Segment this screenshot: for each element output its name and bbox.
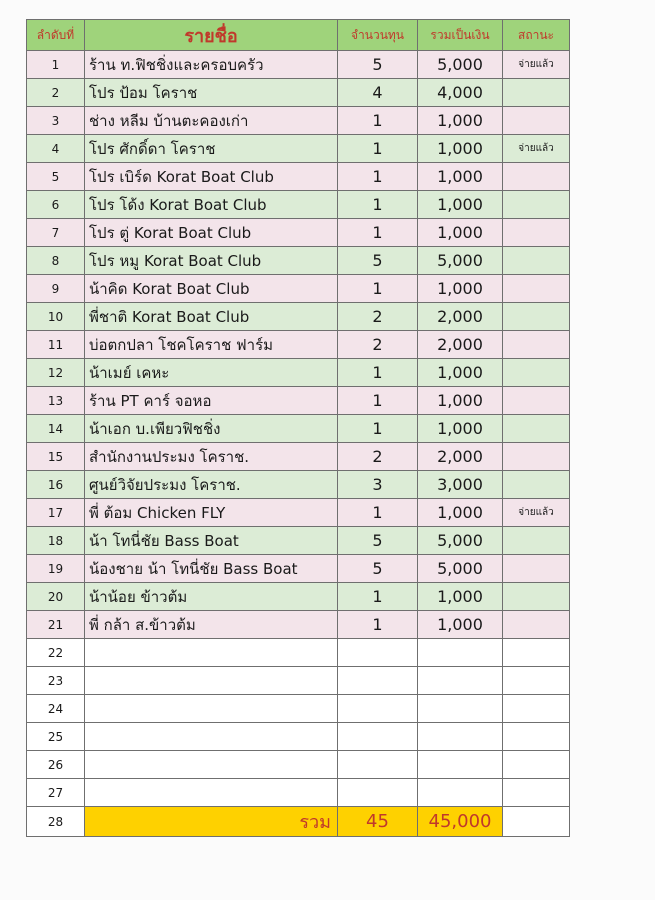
row-number: 9 <box>27 275 85 303</box>
total-row <box>27 807 570 837</box>
amount: 5,000 <box>418 527 503 555</box>
sponsor-name: โปร ศักดิ์ดา โคราช <box>85 135 338 163</box>
sponsor-name: ร้าน PT คาร์ จอหอ <box>85 387 338 415</box>
share-count: 5 <box>338 51 418 79</box>
share-count: 2 <box>338 331 418 359</box>
table-row <box>27 359 570 387</box>
share-count: 1 <box>338 611 418 639</box>
amount: 1,000 <box>418 135 503 163</box>
amount: 2,000 <box>418 443 503 471</box>
payment-status <box>503 107 570 135</box>
share-count: 5 <box>338 527 418 555</box>
sponsor-name <box>85 723 338 751</box>
payment-status <box>503 807 570 837</box>
amount <box>418 695 503 723</box>
row-number: 4 <box>27 135 85 163</box>
row-number: 17 <box>27 499 85 527</box>
payment-status <box>503 779 570 807</box>
payment-status <box>503 219 570 247</box>
payment-status <box>503 303 570 331</box>
share-count <box>338 723 418 751</box>
sponsor-name: โปร โด้ง Korat Boat Club <box>85 191 338 219</box>
amount: 2,000 <box>418 331 503 359</box>
empty-row <box>27 667 570 695</box>
amount: 1,000 <box>418 107 503 135</box>
sponsor-name: โปร หมู Korat Boat Club <box>85 247 338 275</box>
amount: 4,000 <box>418 79 503 107</box>
amount: 1,000 <box>418 583 503 611</box>
row-number: 3 <box>27 107 85 135</box>
header-status: สถานะ <box>503 20 570 51</box>
share-count: 2 <box>338 303 418 331</box>
row-number: 28 <box>27 807 85 837</box>
header-amount: รวมเป็นเงิน <box>418 20 503 51</box>
row-number: 13 <box>27 387 85 415</box>
share-count: 1 <box>338 219 418 247</box>
payment-status <box>503 471 570 499</box>
sponsor-name: น้าเอก บ.เพียวฟิชชิ่ง <box>85 415 338 443</box>
amount: 5,000 <box>418 51 503 79</box>
amount: 1,000 <box>418 499 503 527</box>
sponsor-name: พี่ ต้อม Chicken FLY <box>85 499 338 527</box>
row-number: 26 <box>27 751 85 779</box>
sponsor-name: น้าน้อย ข้าวต้ม <box>85 583 338 611</box>
row-number: 24 <box>27 695 85 723</box>
share-count <box>338 667 418 695</box>
amount <box>418 751 503 779</box>
table-row <box>27 415 570 443</box>
share-count: 1 <box>338 359 418 387</box>
sponsor-name: น้า โทนี่ชัย Bass Boat <box>85 527 338 555</box>
payment-status <box>503 359 570 387</box>
share-count <box>338 751 418 779</box>
share-count: 5 <box>338 247 418 275</box>
share-count: 3 <box>338 471 418 499</box>
share-count: 1 <box>338 415 418 443</box>
header-row <box>27 20 570 51</box>
table-row <box>27 583 570 611</box>
row-number: 21 <box>27 611 85 639</box>
row-number: 18 <box>27 527 85 555</box>
empty-row <box>27 751 570 779</box>
sponsor-name: ร้าน ท.ฟิชชิ่งและครอบครัว <box>85 51 338 79</box>
empty-row <box>27 779 570 807</box>
sponsor-name: น้าเมย์ เคหะ <box>85 359 338 387</box>
sponsor-name: พี่ กล้า ส.ข้าวต้ม <box>85 611 338 639</box>
sponsor-name <box>85 695 338 723</box>
table-row <box>27 79 570 107</box>
sponsor-name: โปร ป้อม โคราช <box>85 79 338 107</box>
header-name: รายชื่อ <box>85 20 338 51</box>
sponsor-table <box>26 19 570 837</box>
payment-status <box>503 387 570 415</box>
row-number: 1 <box>27 51 85 79</box>
table-row <box>27 107 570 135</box>
share-count <box>338 639 418 667</box>
table-row <box>27 387 570 415</box>
share-count <box>338 779 418 807</box>
share-count <box>338 695 418 723</box>
share-count: 2 <box>338 443 418 471</box>
share-count: 1 <box>338 107 418 135</box>
table-row <box>27 331 570 359</box>
payment-status <box>503 667 570 695</box>
table-row <box>27 443 570 471</box>
sponsor-name <box>85 639 338 667</box>
payment-status <box>503 723 570 751</box>
row-number: 20 <box>27 583 85 611</box>
sponsor-name: น้าคิด Korat Boat Club <box>85 275 338 303</box>
table-row <box>27 135 570 163</box>
sponsor-name: โปร ตู่ Korat Boat Club <box>85 219 338 247</box>
total-share-count: 45 <box>338 807 418 837</box>
payment-status <box>503 191 570 219</box>
share-count: 1 <box>338 387 418 415</box>
amount: 5,000 <box>418 555 503 583</box>
sponsor-name: โปร เบิร์ด Korat Boat Club <box>85 163 338 191</box>
total-label: รวม <box>85 807 338 837</box>
table-row <box>27 275 570 303</box>
table-row <box>27 191 570 219</box>
sponsor-name: บ่อตกปลา โชคโคราช ฟาร์ม <box>85 331 338 359</box>
row-number: 15 <box>27 443 85 471</box>
total-amount: 45,000 <box>418 807 503 837</box>
amount: 1,000 <box>418 163 503 191</box>
amount <box>418 779 503 807</box>
amount: 1,000 <box>418 611 503 639</box>
sponsor-name: ศูนย์วิจัยประมง โคราช. <box>85 471 338 499</box>
amount: 2,000 <box>418 303 503 331</box>
row-number: 2 <box>27 79 85 107</box>
amount: 1,000 <box>418 359 503 387</box>
empty-row <box>27 639 570 667</box>
row-number: 27 <box>27 779 85 807</box>
empty-row <box>27 723 570 751</box>
table-body <box>27 51 570 837</box>
amount: 1,000 <box>418 275 503 303</box>
table-row <box>27 163 570 191</box>
row-number: 8 <box>27 247 85 275</box>
table-row <box>27 527 570 555</box>
payment-status <box>503 527 570 555</box>
amount: 1,000 <box>418 219 503 247</box>
table-row <box>27 51 570 79</box>
payment-status <box>503 415 570 443</box>
payment-status <box>503 639 570 667</box>
sponsor-name: น้องชาย น้า โทนี่ชัย Bass Boat <box>85 555 338 583</box>
payment-status <box>503 163 570 191</box>
share-count: 1 <box>338 583 418 611</box>
sponsor-name <box>85 779 338 807</box>
payment-status <box>503 555 570 583</box>
row-number: 23 <box>27 667 85 695</box>
payment-status <box>503 611 570 639</box>
payment-status <box>503 443 570 471</box>
amount <box>418 639 503 667</box>
payment-status <box>503 695 570 723</box>
table-row <box>27 555 570 583</box>
amount: 1,000 <box>418 387 503 415</box>
row-number: 14 <box>27 415 85 443</box>
row-number: 19 <box>27 555 85 583</box>
header-qty: จำนวนทุน <box>338 20 418 51</box>
row-number: 22 <box>27 639 85 667</box>
amount: 1,000 <box>418 191 503 219</box>
header-no: ลำดับที่ <box>27 20 85 51</box>
table-row <box>27 219 570 247</box>
empty-row <box>27 695 570 723</box>
share-count: 1 <box>338 163 418 191</box>
row-number: 6 <box>27 191 85 219</box>
amount: 1,000 <box>418 415 503 443</box>
sponsor-name <box>85 667 338 695</box>
row-number: 12 <box>27 359 85 387</box>
amount <box>418 723 503 751</box>
share-count: 1 <box>338 135 418 163</box>
share-count: 1 <box>338 275 418 303</box>
share-count: 4 <box>338 79 418 107</box>
sponsor-name: พี่ชาติ Korat Boat Club <box>85 303 338 331</box>
table-row <box>27 247 570 275</box>
row-number: 10 <box>27 303 85 331</box>
amount: 5,000 <box>418 247 503 275</box>
payment-status: จ่ายแล้ว <box>503 499 570 527</box>
sponsor-name <box>85 751 338 779</box>
payment-status: จ่ายแล้ว <box>503 135 570 163</box>
table-row <box>27 303 570 331</box>
payment-status <box>503 275 570 303</box>
share-count: 5 <box>338 555 418 583</box>
payment-status <box>503 331 570 359</box>
table-row <box>27 611 570 639</box>
sponsor-name: ช่าง หลีม บ้านตะคองเก่า <box>85 107 338 135</box>
row-number: 7 <box>27 219 85 247</box>
payment-status <box>503 79 570 107</box>
amount: 3,000 <box>418 471 503 499</box>
row-number: 16 <box>27 471 85 499</box>
payment-status <box>503 751 570 779</box>
table-row <box>27 471 570 499</box>
table-row <box>27 499 570 527</box>
row-number: 25 <box>27 723 85 751</box>
payment-status: จ่ายแล้ว <box>503 51 570 79</box>
share-count: 1 <box>338 191 418 219</box>
amount <box>418 667 503 695</box>
payment-status <box>503 247 570 275</box>
share-count: 1 <box>338 499 418 527</box>
row-number: 11 <box>27 331 85 359</box>
payment-status <box>503 583 570 611</box>
sponsor-name: สำนักงานประมง โคราช. <box>85 443 338 471</box>
row-number: 5 <box>27 163 85 191</box>
